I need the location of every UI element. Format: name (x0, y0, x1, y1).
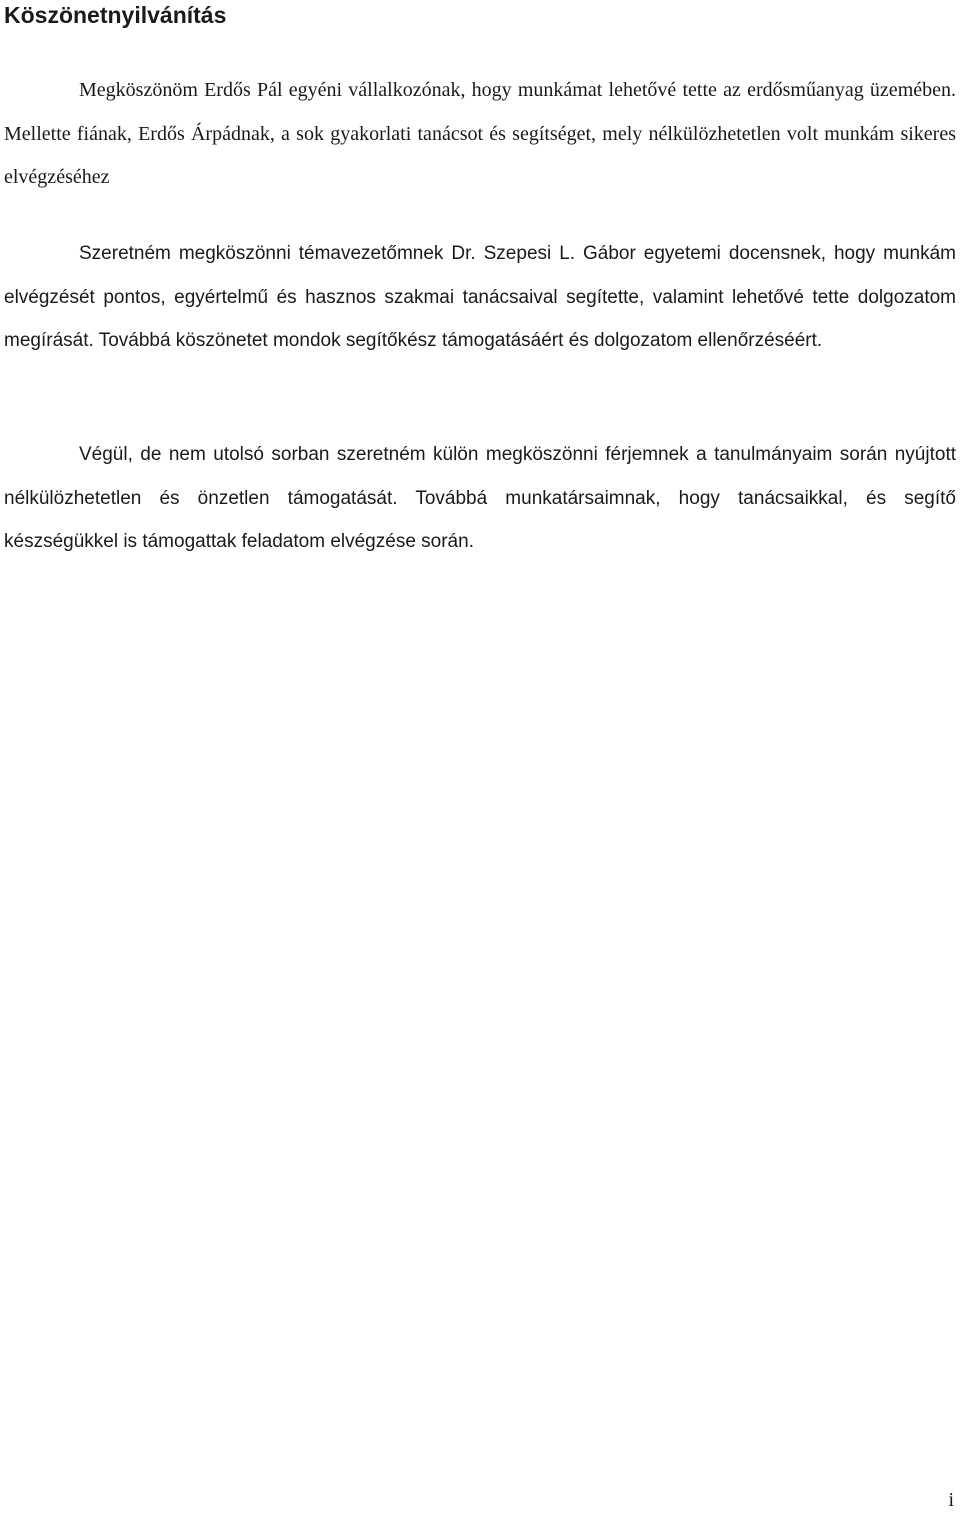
acknowledgement-paragraph-2: Szeretném megköszönni témavezetőmnek Dr. Szepesi L. Gábor egyetemi docensnek, hogy munkám elvégzését pontos, egyértelmű és hasznos szakmai tanácsaival segítette, valamint lehetővé tette dolgozatom megírását. Továbbá köszönetet mondok segítőkész támogatásáért és dolgozatom ellenőrzéséért. (4, 243, 956, 352)
page-title: Köszönetnyilvánítás (4, 2, 227, 28)
acknowledgement-paragraph-3: Végül, de nem utolsó sorban szeretném külön megköszönni férjemnek a tanulmányaim során nyújtott nélkülözhetetlen és önzetlen támogatását. Továbbá munkatársaimnak, hogy tanácsaikkal, és segítő készségükkel is támogattak feladatom elvégzése során. (4, 444, 956, 553)
page-number: i (948, 1489, 954, 1511)
acknowledgement-paragraph-1: Megköszönöm Erdős Pál egyéni vállalkozónak, hogy munkámat lehetővé tette az erdősműanyag üzemében. Mellette fiának, Erdős Árpádnak, a sok gyakorlati tanácsot és segítséget, mely nélkülözhetetlen volt munkám sikeres elvégzéséhez (4, 79, 956, 189)
